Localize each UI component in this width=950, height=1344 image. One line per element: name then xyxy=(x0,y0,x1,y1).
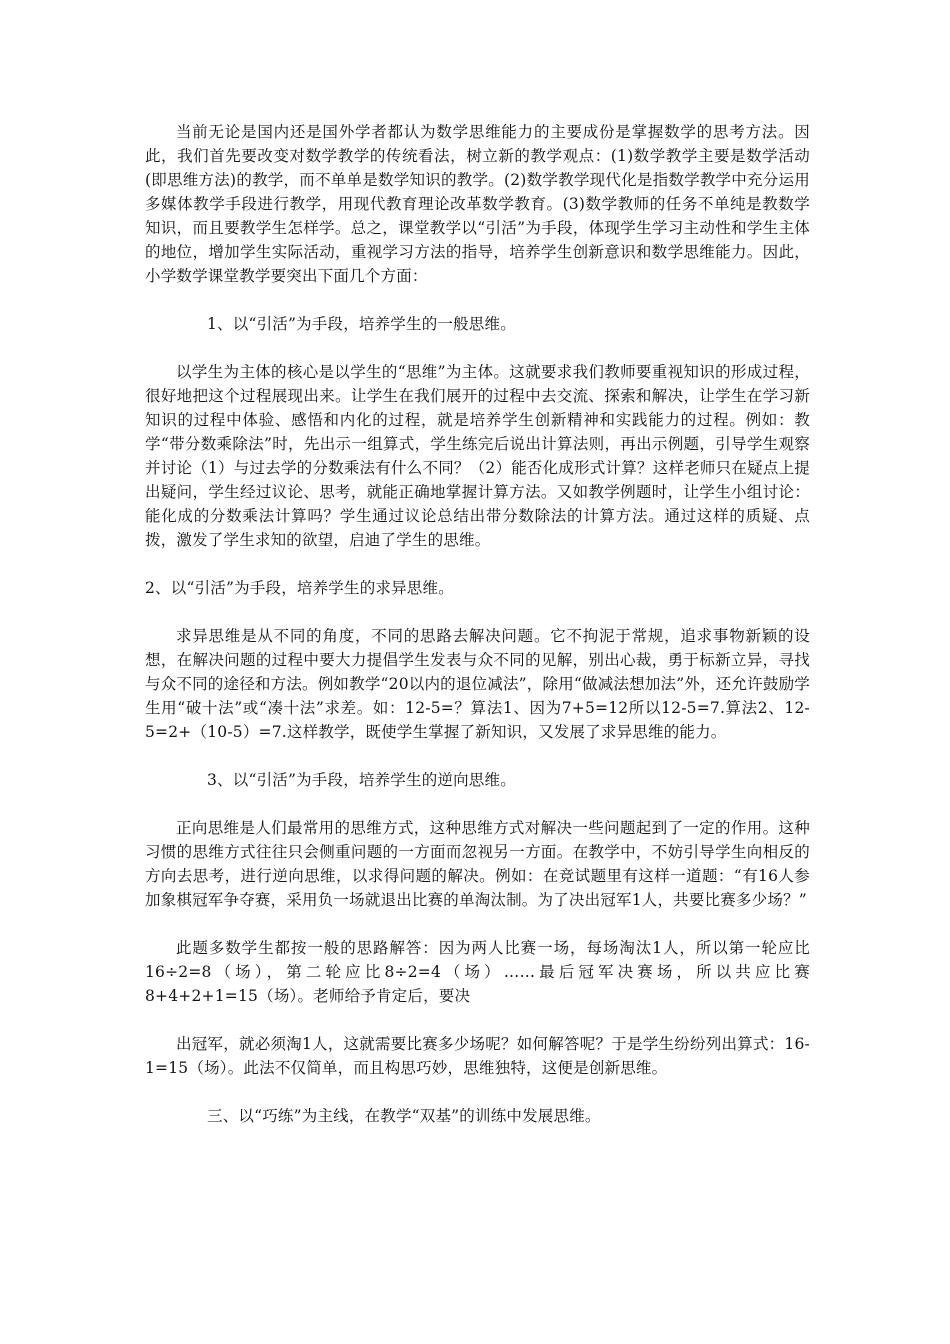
heading-divergent-thinking: 2、以“引活”为手段，培养学生的求异思维。 xyxy=(145,579,454,597)
section-divergent-thinking-paragraph: 求异思维是从不同的角度，不同的思路去解决问题。它不拘泥于常规，追求事物新颖的设想，在解决问题的过程中要大力提倡学生发表与众不同的见解，别出心裁，勇于标新立异，寻找与众不同的途径和方法。例如教学“20以内的退位减法”，除用“做减法想加法”外，还允许鼓励学生用“破十法”或“凑十法”求差。如：12-5=？算法1、因为7+5=12所以12-5=7.算法2、12-5=2+（10-5）=7.这样教学，既使学生掌握了新知识，又发展了求异思维的能力。 xyxy=(145,627,810,741)
section-reverse-thinking-conclusion: 出冠军，就必须淘1人，这就需要比赛多少场呢？如何解答呢？于是学生纷纷列出算式：16-1=15（场）。此法不仅简单，而且构思巧妙，思维独特，这便是创新思维。 xyxy=(145,1035,810,1077)
heading-general-thinking: 1、以“引活”为手段，培养学生的一般思维。 xyxy=(207,315,516,333)
section-general-thinking-paragraph: 以学生为主体的核心是以学生的“思维”为主体。这就要求我们教师要重视知识的形成过程，很好地把这个过程展现出来。让学生在我们展开的过程中去交流、探索和解决，让学生在学习新知识的过程中体验、感悟和内化的过程，就是培养学生创新精神和实践能力的过程。例如：教学“带分数乘除法”时，先出示一组算式，学生练完后说出计算法则，再出示例题，引导学生观察并讨论（1）与过去学的分数乘法有什么不同？（2）能否化成形式计算？这样老师只在疑点上提出疑问，学生经过议论、思考，就能正确地掌握计算方法。又如教学例题时，让学生小组讨论：能化成的分数乘法计算吗？学生通过议论总结出带分数除法的计算方法。通过这样的质疑、点拨，激发了学生求知的欲望，启迪了学生的思维。 xyxy=(145,363,810,549)
section-reverse-thinking-example: 此题多数学生都按一般的思路解答：因为两人比赛一场，每场淘汰1人，所以第一轮应比16÷2=8（场），第二轮应比8÷2=4（场）……最后冠军决赛场，所以共应比赛8+4+2+1=15（场）。老师给予肯定后，要决 xyxy=(145,939,810,1005)
document-body xyxy=(145,120,810,1152)
section-reverse-thinking-paragraph: 正向思维是人们最常用的思维方式，这种思维方式对解决一些问题起到了一定的作用。这种习惯的思维方式往往只会侧重问题的一方面而忽视另一方面。在教学中，不妨引导学生向相反的方向去思考，进行逆向思维，以求得问题的解决。例如：在竞试题里有这样一道题：“有16人参加象棋冠军争夺赛，采用负一场就退出比赛的单淘汰制。为了决出冠军1人，共要比赛多少场？” xyxy=(145,819,810,909)
heading-reverse-thinking: 3、以“引活”为手段，培养学生的逆向思维。 xyxy=(207,771,516,789)
intro-paragraph: 当前无论是国内还是国外学者都认为数学思维能力的主要成份是掌握数学的思考方法。因此，我们首先要改变对数学教学的传统看法，树立新的教学观点：(1)数学教学主要是数学活动(即思维方法)的教学，而不单单是数学知识的教学。(2)数学教学现代化是指数学教学中充分运用多媒体教学手段进行教学，用现代教育理论改革数学教育。(3)数学教师的任务不单纯是教数学知识，而且要教学生怎样学。总之，课堂教学以“引活”为手段，体现学生学习主动性和学生主体的地位，增加学生实际活动，重视学习方法的指导，培养学生创新意识和数学思维能力。因此，小学数学课堂教学要突出下面几个方面： xyxy=(145,123,810,285)
heading-practice-mainline: 三、以“巧练”为主线，在教学“双基”的训练中发展思维。 xyxy=(207,1107,601,1125)
